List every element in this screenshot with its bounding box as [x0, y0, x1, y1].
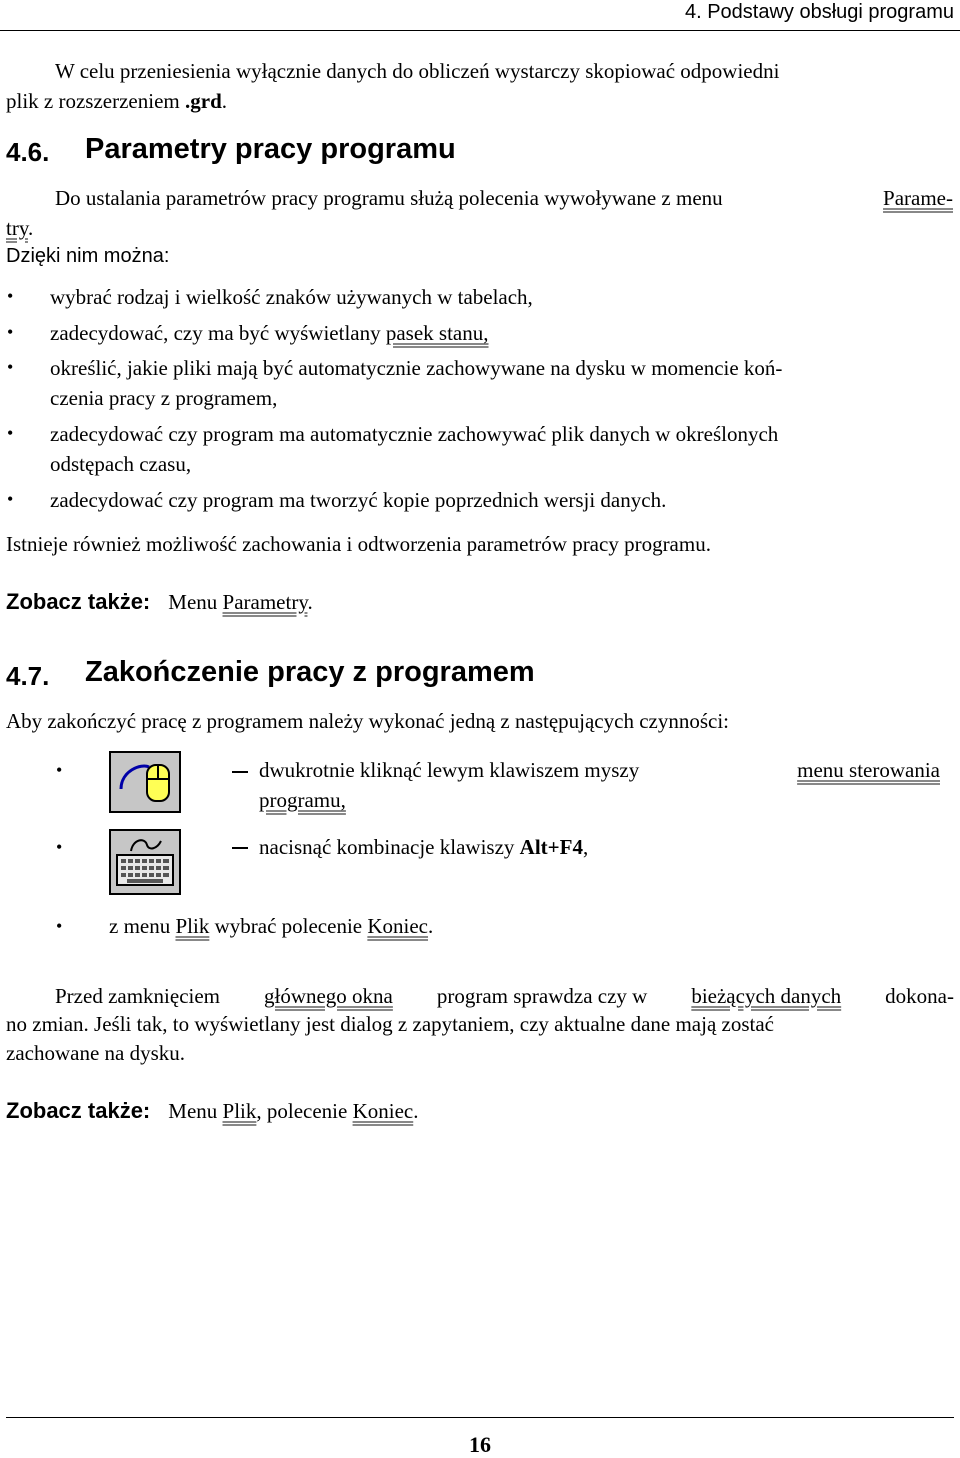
- s47-bullet-2: [259, 835, 588, 860]
- see-also-label: Zobacz także:: [6, 589, 151, 614]
- see-also-period: .: [413, 1099, 419, 1123]
- see-also-period: .: [307, 590, 313, 614]
- s46-see-also: [6, 589, 313, 615]
- mouse-icon-graphic: [111, 753, 179, 811]
- s46-p3: Istnieje również możliwość zachowania i odtworzenia parametrów pracy programu.: [6, 532, 711, 556]
- s46-p1-line2: [6, 218, 33, 239]
- section-4-7-title: Zakończenie pracy z programem: [85, 656, 535, 688]
- s47-p-text-1: Przed zamknięciem: [55, 984, 221, 1008]
- header-rule: [0, 30, 960, 31]
- link-pasek-stanu[interactable]: pasek stanu,: [385, 321, 489, 345]
- s46-p2: Dzięki nim można:: [6, 245, 170, 267]
- link-plik[interactable]: Plik: [175, 914, 210, 938]
- s46-bullet-3-line1: [50, 356, 954, 381]
- keyboard-icon-graphic: [111, 831, 179, 893]
- grd-extension: .grd: [185, 89, 222, 113]
- see-also-text: Menu: [168, 590, 223, 614]
- s46-bullet-4-line1: [50, 422, 954, 447]
- section-4-6-title: Parametry pracy programu: [85, 133, 456, 165]
- s47-bullet-2-text: nacisnąć kombinacje klawiszy: [259, 835, 520, 859]
- s47-p-text-2: program sprawdza czy w: [436, 984, 648, 1008]
- dash-icon: [232, 771, 248, 773]
- s46-bullet-2: [50, 321, 489, 346]
- intro-line-2: [6, 91, 227, 112]
- link-plik-2[interactable]: Plik: [222, 1099, 257, 1123]
- link-koniec-2[interactable]: Koniec: [352, 1099, 414, 1123]
- alt-f4-shortcut: Alt+F4: [519, 835, 583, 859]
- intro-text: plik z rozszerzeniem: [6, 89, 185, 113]
- bullet-icon: •: [7, 322, 14, 342]
- running-header: 4. Podstawy obsługi programu: [684, 1, 954, 23]
- link-parametry-part2[interactable]: try: [6, 216, 28, 240]
- link-koniec[interactable]: Koniec: [367, 914, 429, 938]
- s47-bullet-3: [109, 914, 433, 939]
- s47-p-line1: [55, 984, 954, 1009]
- s47-bullet-3-period: .: [428, 914, 434, 938]
- s46-bullet-5: zadecydować czy program ma tworzyć kopie poprzednich wersji danych.: [50, 488, 667, 512]
- s46-bullet-4-line2: odstępach czasu,: [50, 452, 192, 476]
- s46-p1-text: Do ustalania parametrów pracy programu służą polecenia wywoływane z menu: [55, 186, 723, 210]
- intro-line-1: W celu przeniesienia wyłącznie danych do obliczeń wystarczy skopiować odpowiedni: [55, 59, 780, 83]
- s47-p-text-3: dokona-: [885, 984, 954, 1008]
- see-also-label: Zobacz także:: [6, 1098, 151, 1123]
- s47-intro: Aby zakończyć pracę z programem należy wykonać jedną z następujących czynności:: [6, 709, 729, 733]
- s47-p-line3: zachowane na dysku.: [6, 1041, 186, 1065]
- s47-bullet-1-text: dwukrotnie kliknąć lewym klawiszem myszy: [259, 758, 640, 782]
- bullet-icon: •: [7, 286, 14, 306]
- bullet-icon: •: [7, 423, 14, 443]
- s47-bullet-2-comma: ,: [582, 835, 589, 859]
- link-menu-sterowania[interactable]: menu sterowania: [797, 758, 940, 782]
- s46-p1-period: .: [27, 216, 34, 240]
- section-4-6-number: 4.6.: [6, 137, 50, 167]
- bullet-icon: •: [56, 916, 63, 936]
- mouse-icon: [109, 751, 181, 813]
- s46-bullet-3-text: określić, jakie pliki mają być automatycznie zachowywane na dysku w momencie koń-: [50, 356, 783, 380]
- s46-bullet-4-text: zadecydować czy program ma automatycznie zachowywać plik danych w określonych: [50, 422, 779, 446]
- footer-rule: [6, 1417, 954, 1418]
- s47-bullet-3-text: z menu: [109, 914, 176, 938]
- link-parametry[interactable]: Parametry: [222, 590, 308, 614]
- link-biezacych-danych[interactable]: bieżących danych: [691, 984, 842, 1008]
- s47-bullet-1-line1: [259, 758, 940, 783]
- s47-p-text-line2: no zmian. Jeśli tak, to wyświetlany jest dialog z zapytaniem, czy aktualne dane mają zostać: [6, 1012, 774, 1036]
- link-parametry-part1[interactable]: Parame-: [883, 186, 953, 210]
- s46-bullet-1: wybrać rodzaj i wielkość znaków używanych w tabelach,: [50, 285, 533, 309]
- bullet-icon: •: [7, 489, 14, 509]
- see-also-text-2: , polecenie: [256, 1099, 353, 1123]
- keyboard-icon: [109, 829, 181, 895]
- bullet-icon: •: [7, 357, 14, 377]
- s46-bullet-2-text: zadecydować, czy ma być wyświetlany: [50, 321, 386, 345]
- s47-see-also: [6, 1098, 418, 1124]
- s46-p1-line1: [55, 188, 953, 209]
- s47-bullet-1-line2: [259, 788, 346, 813]
- link-glownego-okna[interactable]: głównego okna: [263, 984, 393, 1008]
- page-number: 16: [469, 1432, 491, 1457]
- section-4-7-number: 4.7.: [6, 661, 50, 691]
- bullet-icon: •: [56, 837, 63, 857]
- s47-bullet-3-text-2: wybrać polecenie: [209, 914, 368, 938]
- s47-p-line2: [6, 1014, 954, 1035]
- bullet-icon: •: [56, 760, 63, 780]
- see-also-text: Menu: [168, 1099, 223, 1123]
- link-programu[interactable]: programu,: [259, 788, 346, 812]
- s46-bullet-3-line2: czenia pracy z programem,: [50, 386, 278, 410]
- intro-period: .: [221, 89, 227, 113]
- dash-icon: [232, 847, 248, 849]
